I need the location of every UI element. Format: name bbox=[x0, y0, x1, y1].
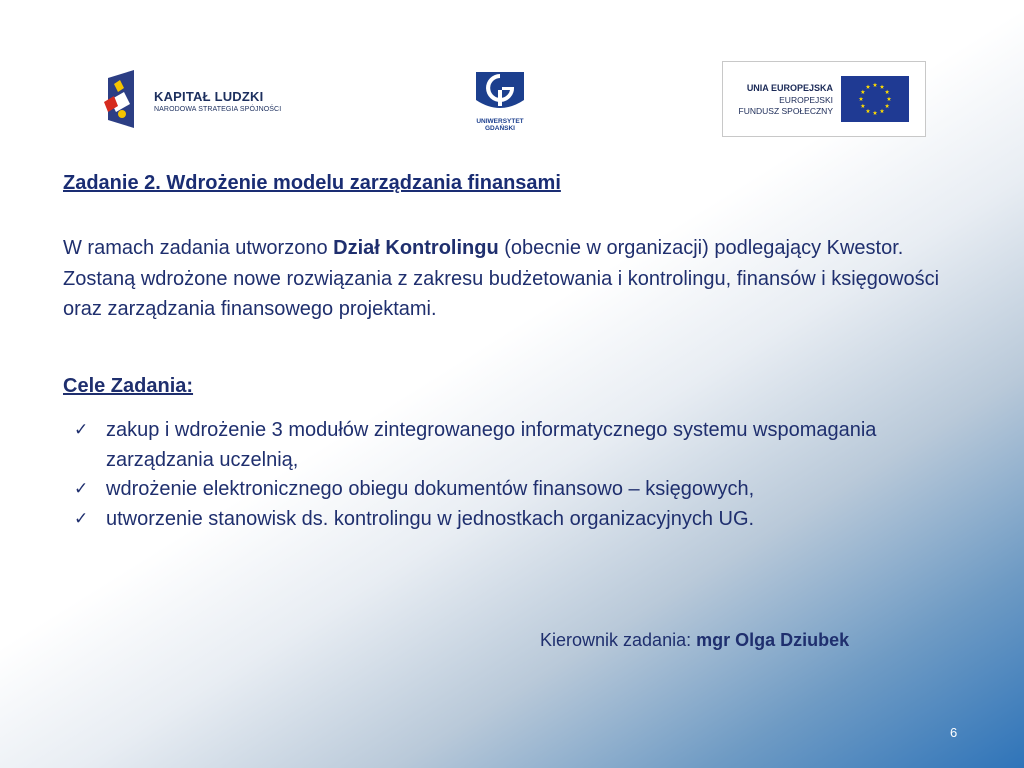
kapital-ludzki-logo-icon bbox=[104, 70, 150, 130]
intro-text-bold: Dział Kontrolingu bbox=[333, 237, 499, 259]
check-icon: ✓ bbox=[74, 508, 89, 529]
list-item bbox=[74, 505, 944, 535]
goal-text: wdrożenie elektronicznego obiegu dokumentów finansowo – księgowych, bbox=[106, 478, 755, 500]
kapital-ludzki-logo bbox=[104, 70, 294, 130]
intro-text-after: (obecnie w organizacji) podlegający Kwestor. Zostaną wdrożone nowe rozwiązania z zakresu budżetowania i kontrolingu, finansów i księgowości oraz zarządzania finansowego projektami. bbox=[63, 237, 940, 320]
eu-line2: EUROPEJSKI bbox=[779, 95, 833, 105]
eu-line3: FUNDUSZ SPOŁECZNY bbox=[738, 106, 833, 116]
task-leader bbox=[540, 630, 849, 651]
goal-text: zakup i wdrożenie 3 modułów zintegrowanego informatycznego systemu wspomagania zarządzania uczelnią, bbox=[106, 419, 877, 471]
eu-flag-icon bbox=[841, 76, 909, 122]
slide-title: Zadanie 2. Wdrożenie modelu zarządzania finansami bbox=[63, 172, 561, 194]
goals-list bbox=[74, 416, 944, 534]
intro-paragraph bbox=[63, 233, 943, 325]
intro-text-before: W ramach zadania utworzono bbox=[63, 237, 334, 259]
university-logo bbox=[462, 70, 538, 132]
university-crest-icon bbox=[462, 70, 538, 116]
check-icon: ✓ bbox=[74, 479, 89, 499]
goals-heading: Cele Zadania: bbox=[63, 375, 194, 397]
list-item bbox=[74, 416, 944, 475]
page-number: 6 bbox=[950, 725, 958, 740]
check-icon: ✓ bbox=[74, 420, 89, 440]
list-item bbox=[74, 475, 944, 505]
eu-logo bbox=[722, 61, 926, 137]
kapital-ludzki-subtitle: NARODOWA STRATEGIA SPÓJNOŚCI bbox=[154, 106, 282, 113]
goal-text: utworzenie stanowisk ds. kontrolingu w jednostkach organizacyjnych UG. bbox=[106, 507, 755, 530]
task-leader-label: Kierownik zadania: bbox=[540, 630, 697, 650]
university-name: UNIWERSYTET GDAŃSKI bbox=[476, 118, 524, 132]
task-leader-name: mgr Olga Dziubek bbox=[696, 630, 850, 650]
eu-line1: UNIA EUROPEJSKA bbox=[746, 83, 833, 93]
kapital-ludzki-title: KAPITAŁ LUDZKI bbox=[154, 89, 264, 104]
